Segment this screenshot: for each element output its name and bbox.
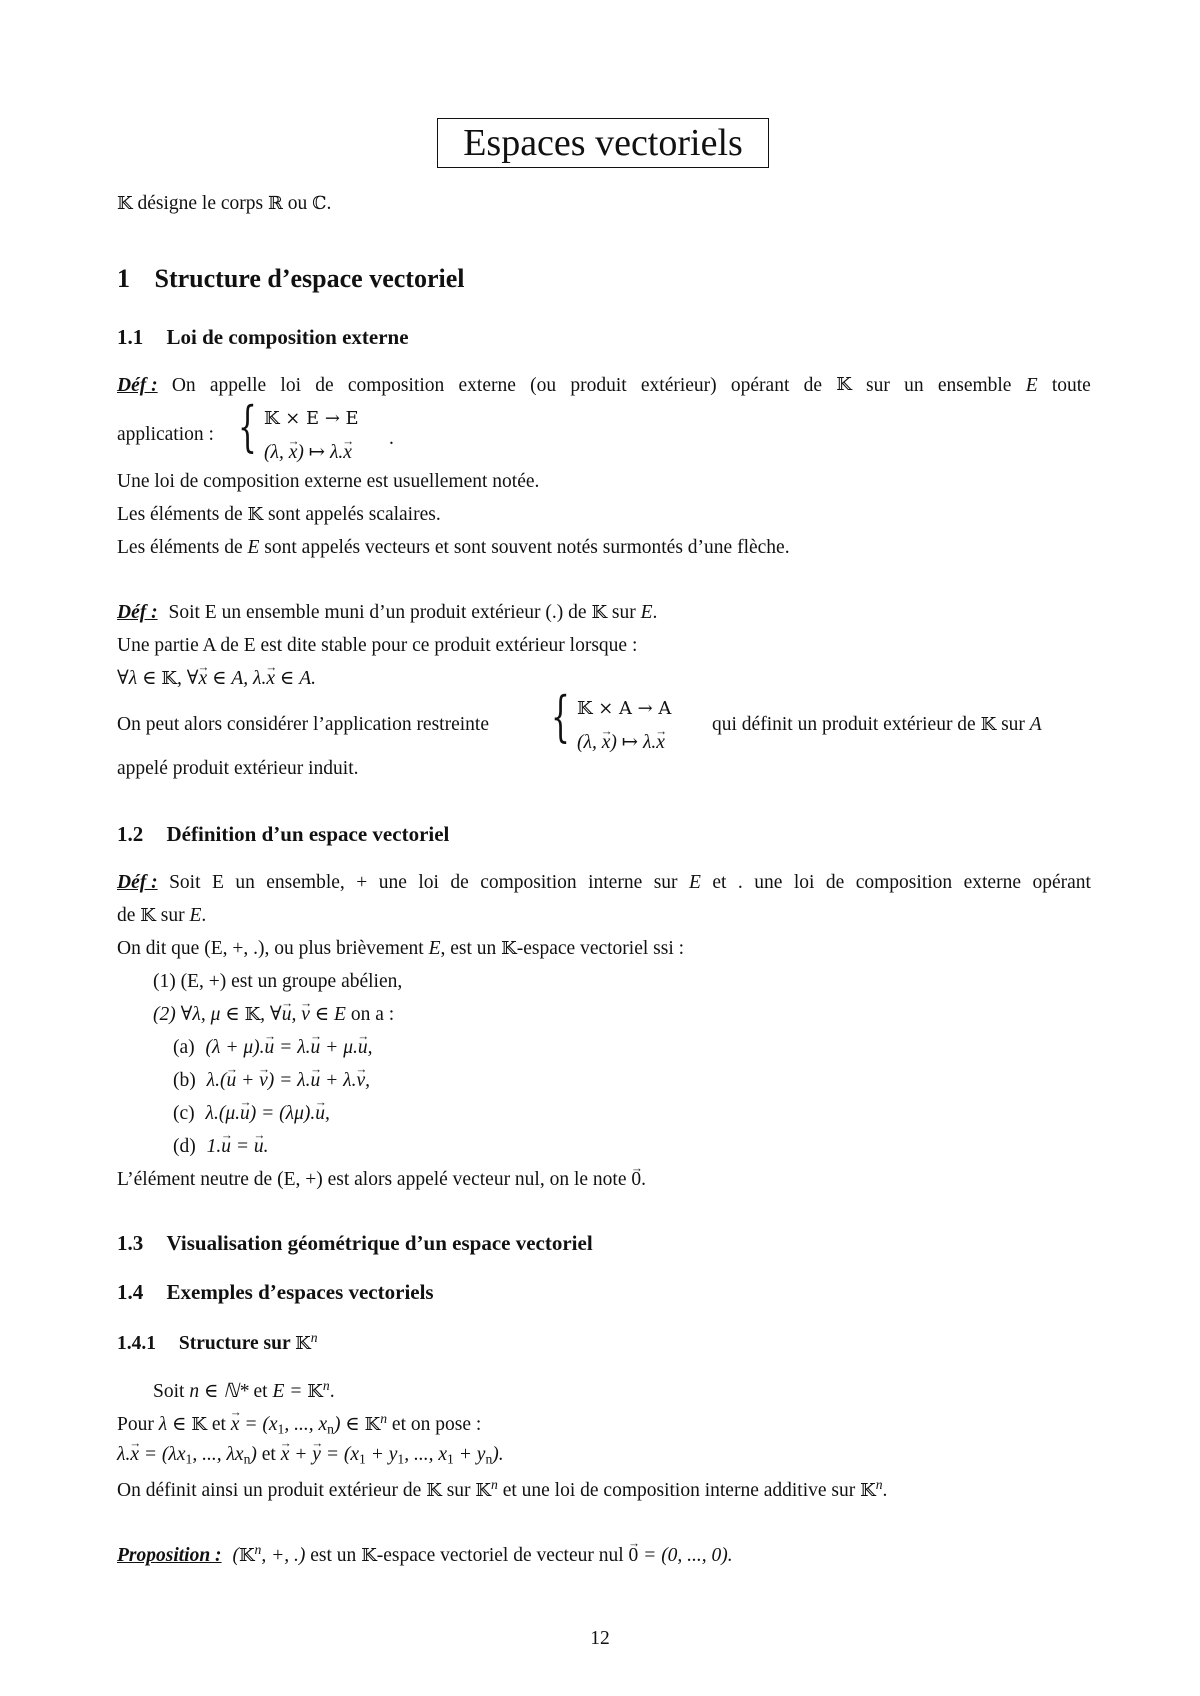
def2-line4b: [712, 714, 1042, 735]
math: ∈ E: [309, 1004, 346, 1025]
word: E: [211, 872, 224, 893]
word: appelle: [209, 375, 267, 396]
word: loi: [280, 375, 302, 396]
def3-last-line: [117, 1169, 646, 1190]
text: on a :: [350, 1004, 395, 1025]
word: produit: [570, 375, 627, 396]
math: ∈ A.: [275, 668, 316, 689]
word: un: [904, 375, 924, 396]
intro-line: [117, 193, 331, 214]
page-number: 12: [590, 1628, 610, 1649]
vector-u: → u: [265, 1037, 275, 1058]
text: , est un: [440, 938, 497, 959]
section-title: Visualisation géométrique d’un espace vectoriel: [166, 1231, 593, 1255]
document-title: Espaces vectoriels: [437, 118, 769, 168]
word: sur: [866, 375, 890, 396]
def1-line5: [117, 537, 790, 558]
axiom-c-formula: λ.(μ.→ u) = (λμ).→ u,: [206, 1103, 330, 1124]
proposition-label: Proposition :: [117, 1544, 222, 1566]
section-number: 1: [117, 264, 130, 293]
item-label: (1) (E, +): [153, 971, 227, 992]
def2-line3: [117, 668, 316, 689]
proposition: [117, 1542, 733, 1566]
section-title: Structure sur: [178, 1332, 291, 1354]
section-number: 1.4.1: [117, 1332, 156, 1354]
a-symbol: A: [1029, 714, 1042, 735]
s141-line2: [117, 1411, 481, 1436]
section-title: Exemples d’espaces vectoriels: [166, 1280, 434, 1304]
def2-map-line1: [577, 698, 671, 719]
k-symbol: 𝕂: [307, 1380, 323, 1402]
section-1-heading: [117, 265, 464, 294]
def-label: Déf :: [117, 602, 158, 623]
text: sont appelés vecteurs et sont souvent notés surmontés d’une flèche.: [264, 537, 790, 558]
math: λ ∈: [158, 1413, 192, 1435]
map-domain: 𝕂 × E → E: [264, 408, 359, 429]
text: et: [211, 1413, 226, 1435]
zero-vector: → 0: [631, 1169, 641, 1190]
section-title: Loi de composition externe: [166, 325, 409, 349]
word: (ou: [530, 375, 557, 396]
left-brace: {: [551, 685, 570, 748]
math: = (0, ..., 0).: [638, 1544, 733, 1566]
math: (2) ∀λ, μ ∈: [153, 1004, 245, 1025]
word: extérieur): [640, 375, 717, 396]
text: et on pose :: [391, 1413, 482, 1435]
text: -espace vectoriel de vecteur nul: [376, 1544, 624, 1566]
vector-x: → x: [602, 732, 611, 753]
word: opérant: [730, 375, 790, 396]
axiom-label: (b): [173, 1070, 196, 1091]
axiom-label: (a): [173, 1037, 195, 1058]
text: qui définit un produit extérieur de: [712, 714, 976, 735]
section-title: Définition d’un espace vectoriel: [166, 822, 450, 846]
word: On: [171, 375, 196, 396]
map-part: ) ↦ λ.: [297, 442, 344, 463]
k-symbol: 𝕂: [244, 1004, 261, 1025]
def1-map-line2: [264, 442, 352, 463]
k-symbol: 𝕂: [980, 714, 997, 735]
word: toute: [1051, 375, 1091, 396]
vector-x: → x: [289, 442, 298, 463]
e-symbol: E: [189, 905, 202, 926]
vector-u: → u: [240, 1103, 250, 1124]
section-number: 1.2: [117, 822, 144, 846]
section-title: Structure d’espace vectoriel: [154, 264, 465, 293]
section-number: 1.4: [117, 1280, 144, 1304]
math: ,: [291, 1004, 302, 1025]
vector-v: → v: [301, 1004, 310, 1025]
axiom-d: [173, 1136, 269, 1157]
def3-line2: [117, 905, 206, 926]
s141-line1: [153, 1378, 335, 1402]
x-tuple: → $x = (x_1$, ..., $x_n$) ∈ 𝕂$^n$: [231, 1414, 387, 1435]
word: sur: [653, 872, 678, 893]
word: interne: [588, 872, 643, 893]
text: L’élément neutre de (E, +) est alors appelé vecteur nul, on le note: [117, 1169, 627, 1190]
def1-line1: [117, 375, 1091, 396]
word: E: [688, 872, 701, 893]
math: n ∈ ℕ*: [189, 1380, 254, 1402]
word: de: [315, 375, 334, 396]
section-1-3-heading: [117, 1232, 593, 1255]
text: sur: [160, 905, 185, 926]
text: de: [117, 905, 136, 926]
text: .: [329, 1380, 335, 1402]
axiom-label: (c): [173, 1103, 195, 1124]
text: Les éléments de: [117, 504, 243, 525]
word: +: [356, 872, 368, 893]
math: , ∀: [260, 1004, 282, 1025]
text: .: [882, 1479, 888, 1501]
intro-text-b: ou: [287, 193, 308, 214]
text: est un groupe abélien,: [231, 971, 403, 992]
s141-line4: On définit ainsi un produit extérieur de 𝕂 sur 𝕂$^n$ et une loi de composition interne additive sur 𝕂$^n$.: [117, 1477, 888, 1501]
axiom-c: [173, 1103, 330, 1124]
vector-u: → u: [226, 1070, 236, 1091]
word: de: [803, 375, 823, 396]
word: ensemble,: [266, 872, 345, 893]
vector-v: → v: [259, 1070, 268, 1091]
k-symbol: 𝕂: [140, 905, 156, 926]
map-part: ) ↦ λ.: [610, 732, 657, 753]
math: ∀λ ∈: [117, 668, 162, 689]
vector-x: → x: [231, 1414, 240, 1435]
text: .: [652, 602, 658, 623]
left-brace: {: [238, 395, 257, 458]
word: composition: [855, 872, 953, 893]
vector-y: → y: [312, 1444, 321, 1465]
vector-u: → u: [311, 1037, 321, 1058]
word: un: [235, 872, 255, 893]
k-symbol: 𝕂: [191, 1413, 207, 1435]
text: .: [201, 905, 207, 926]
axiom-a: [173, 1037, 372, 1058]
word: Soit: [169, 872, 201, 893]
word: composition: [480, 872, 577, 893]
vector-u: → u: [254, 1136, 264, 1157]
k-symbol: 𝕂: [426, 1479, 442, 1501]
def3-line3: [117, 938, 684, 959]
vector-x: → x: [281, 1444, 290, 1465]
intro-r: ℝ: [267, 193, 283, 214]
def-label: Déf :: [117, 375, 158, 396]
word: loi: [418, 872, 439, 893]
section-1-2-heading: [117, 823, 449, 846]
k-symbol: 𝕂: [361, 1544, 377, 1566]
word: .: [737, 872, 743, 893]
k-symbol: 𝕂: [591, 602, 608, 623]
text: et: [253, 1380, 268, 1402]
prop-structure: (𝕂$^n$, +, .): [232, 1542, 306, 1566]
word: ensemble: [937, 375, 1012, 396]
text: On définit ainsi un produit extérieur de: [117, 1479, 422, 1501]
map-part: (λ,: [577, 732, 602, 753]
text: .: [641, 1169, 646, 1190]
vector-u: → u: [358, 1037, 368, 1058]
section-number: 1.3: [117, 1231, 144, 1255]
s141-line3: $\lambda.\to x = (\lambda x_1$, ..., $\lambda x_n$) et → x + → $y = (x_1 + y_1$, ..., $x_1 + y_n$).: [117, 1444, 504, 1466]
k-symbol: 𝕂: [161, 668, 177, 689]
def-label: Déf :: [117, 872, 158, 893]
map-part: (λ,: [264, 442, 289, 463]
vector-x: → x: [266, 668, 275, 689]
def2-line4a: On peut alors considérer l’application restreinte: [117, 714, 489, 735]
word: de: [825, 872, 845, 893]
math: ∈ A, λ.: [207, 668, 267, 689]
axiom-b-formula: λ.(→ u + → v) = λ.→ u + λ.→ v,: [207, 1070, 370, 1091]
def2-line1: [117, 602, 657, 623]
intro-text-a: désigne le corps: [137, 193, 264, 214]
axiom-a-formula: (λ + μ).→ u = λ.→ u + μ.→ u,: [206, 1037, 373, 1058]
section-1-1-heading: [117, 326, 409, 349]
word: 𝕂: [836, 374, 852, 395]
vector-u: → u: [282, 1004, 292, 1025]
k-symbol: 𝕂: [295, 1332, 311, 1354]
e-symbol: E: [428, 938, 441, 959]
axiom-label: (d): [173, 1136, 196, 1157]
text: Les éléments de: [117, 537, 243, 558]
text: sont appelés scalaires.: [267, 504, 441, 525]
word: composition: [347, 375, 445, 396]
intro-c: ℂ: [312, 193, 327, 214]
def1-map-line1: [264, 408, 359, 429]
def1-line3: Une loi de composition externe est usuellement notée.: [117, 471, 540, 492]
def3-item2: [153, 1004, 394, 1025]
word: E: [1025, 375, 1038, 396]
math: , ∀: [177, 668, 199, 689]
vector-x: → x: [343, 442, 352, 463]
text: sur: [446, 1479, 471, 1501]
def3-line1: [117, 872, 1091, 893]
e-symbol: E: [247, 537, 260, 558]
intro-k: 𝕂: [117, 193, 133, 214]
section-number: 1.1: [117, 325, 144, 349]
def2-line2: Une partie A de E est dite stable pour ce produit extérieur lorsque :: [117, 635, 638, 656]
text: sur: [611, 602, 636, 623]
word: une: [378, 872, 407, 893]
word: externe: [458, 375, 516, 396]
text: Pour: [117, 1413, 154, 1435]
word: opérant: [1032, 872, 1091, 893]
text: On dit que (E, +, .), ou plus brièvement: [117, 938, 424, 959]
text: Soit: [153, 1380, 185, 1402]
text: et une loi de composition interne additive sur: [502, 1479, 856, 1501]
axiom-b: [173, 1070, 370, 1091]
word: de: [450, 872, 469, 893]
vector-x: → x: [199, 668, 208, 689]
text: Soit E un ensemble muni d’un produit extérieur (.) de: [168, 602, 587, 623]
section-1-4-1-heading: [117, 1330, 318, 1354]
map-domain: 𝕂 × A → A: [577, 698, 672, 719]
vector-x: → x: [656, 732, 665, 753]
word: et: [712, 872, 727, 893]
def2-line5: appelé produit extérieur induit.: [117, 758, 359, 779]
def1-line4: [117, 504, 441, 525]
text: est un: [310, 1544, 357, 1566]
def1-application-label: application :: [117, 424, 214, 445]
text: -espace vectoriel ssi :: [516, 938, 685, 959]
section-1-4-heading: [117, 1281, 434, 1304]
intro-end: .: [326, 193, 332, 214]
vector-u: → u: [315, 1103, 325, 1124]
exponent-n: n: [310, 1330, 318, 1345]
math: E =: [272, 1380, 308, 1402]
exponent-n: n: [322, 1378, 330, 1393]
def3-item1: [153, 971, 402, 992]
def2-map-line2: [577, 732, 665, 753]
k-symbol: 𝕂: [247, 504, 264, 525]
zero-vector: → 0: [629, 1545, 639, 1566]
vector-u: → u: [221, 1136, 231, 1157]
k-symbol: 𝕂: [501, 938, 517, 959]
vector-u: → u: [311, 1070, 321, 1091]
axiom-d-formula: 1.→ u = → u.: [207, 1136, 269, 1157]
vector-v: → v: [357, 1070, 366, 1091]
def1-map-end: .: [389, 428, 394, 449]
e-symbol: E: [640, 602, 653, 623]
word: externe: [963, 872, 1021, 893]
word: loi: [793, 872, 815, 893]
text: sur: [1001, 714, 1025, 735]
word: une: [754, 872, 783, 893]
vector-x: → x: [130, 1444, 139, 1465]
